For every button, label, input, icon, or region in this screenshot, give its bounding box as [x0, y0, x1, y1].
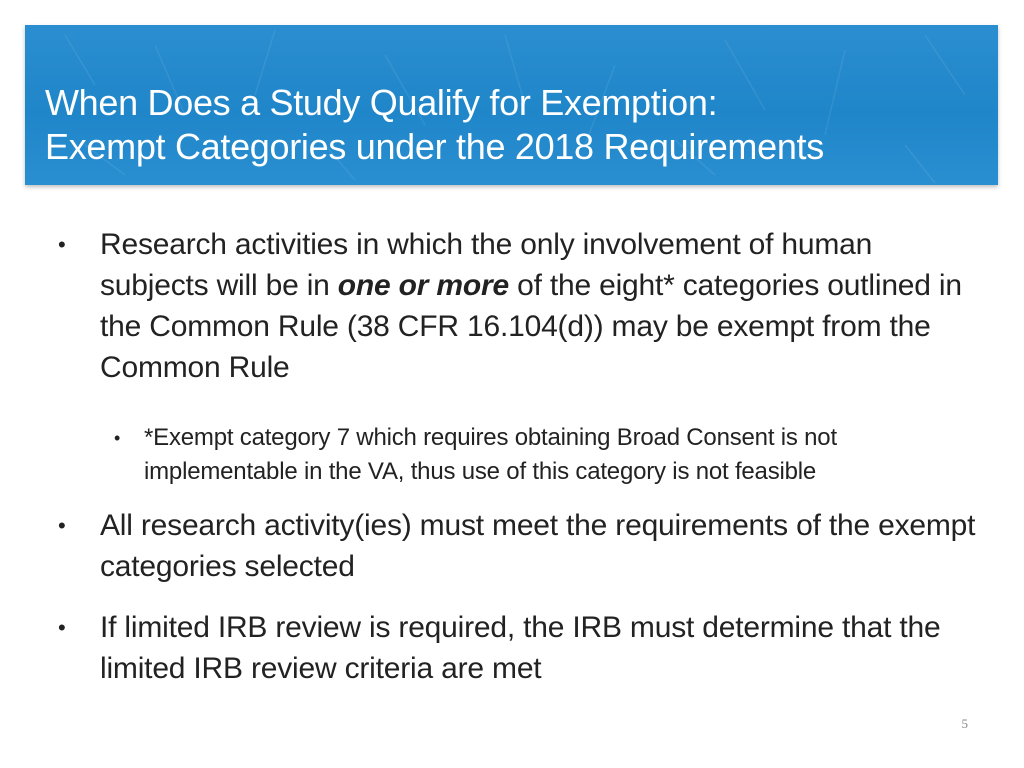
- bullet-text-before: Research activities in which the only involvement of human subjects will be in: [100, 228, 873, 302]
- bullet-marker: •: [58, 615, 66, 640]
- slide-title: [45, 81, 988, 169]
- sub-bullet-category-7: [114, 421, 954, 489]
- slide-title-line-1: When Does a Study Qualify for Exemption:: [45, 82, 718, 123]
- slide-title-line-2: Exempt Categories under the 2018 Requirements: [45, 126, 824, 167]
- bullet-text-after: of the eight* categories outlined in the Common Rule (38 CFR 16.104(d)) may be exempt from the Common Rule: [100, 269, 962, 384]
- bullet-marker: •: [58, 513, 66, 538]
- bullet-text: All research activity(ies) must meet the requirements of the exempt categories selected: [100, 509, 976, 583]
- bullet-limited-irb-review: [58, 607, 978, 689]
- bullet-exempt-categories: [58, 224, 978, 388]
- sub-bullet-marker: •: [114, 428, 121, 448]
- bullet-text: If limited IRB review is required, the IRB must determine that the limited IRB review criteria are met: [100, 611, 941, 685]
- bullet-requirements: [58, 505, 978, 587]
- page-number: 5: [961, 716, 968, 731]
- sub-bullet-text: *Exempt category 7 which requires obtaining Broad Consent is not implementable in the VA, thus use of this category is not feasible: [144, 424, 837, 485]
- bullet-marker: •: [58, 232, 66, 257]
- slide-body: [58, 224, 978, 701]
- bullet-emphasis: one or more: [337, 269, 509, 302]
- title-bar: [25, 25, 998, 185]
